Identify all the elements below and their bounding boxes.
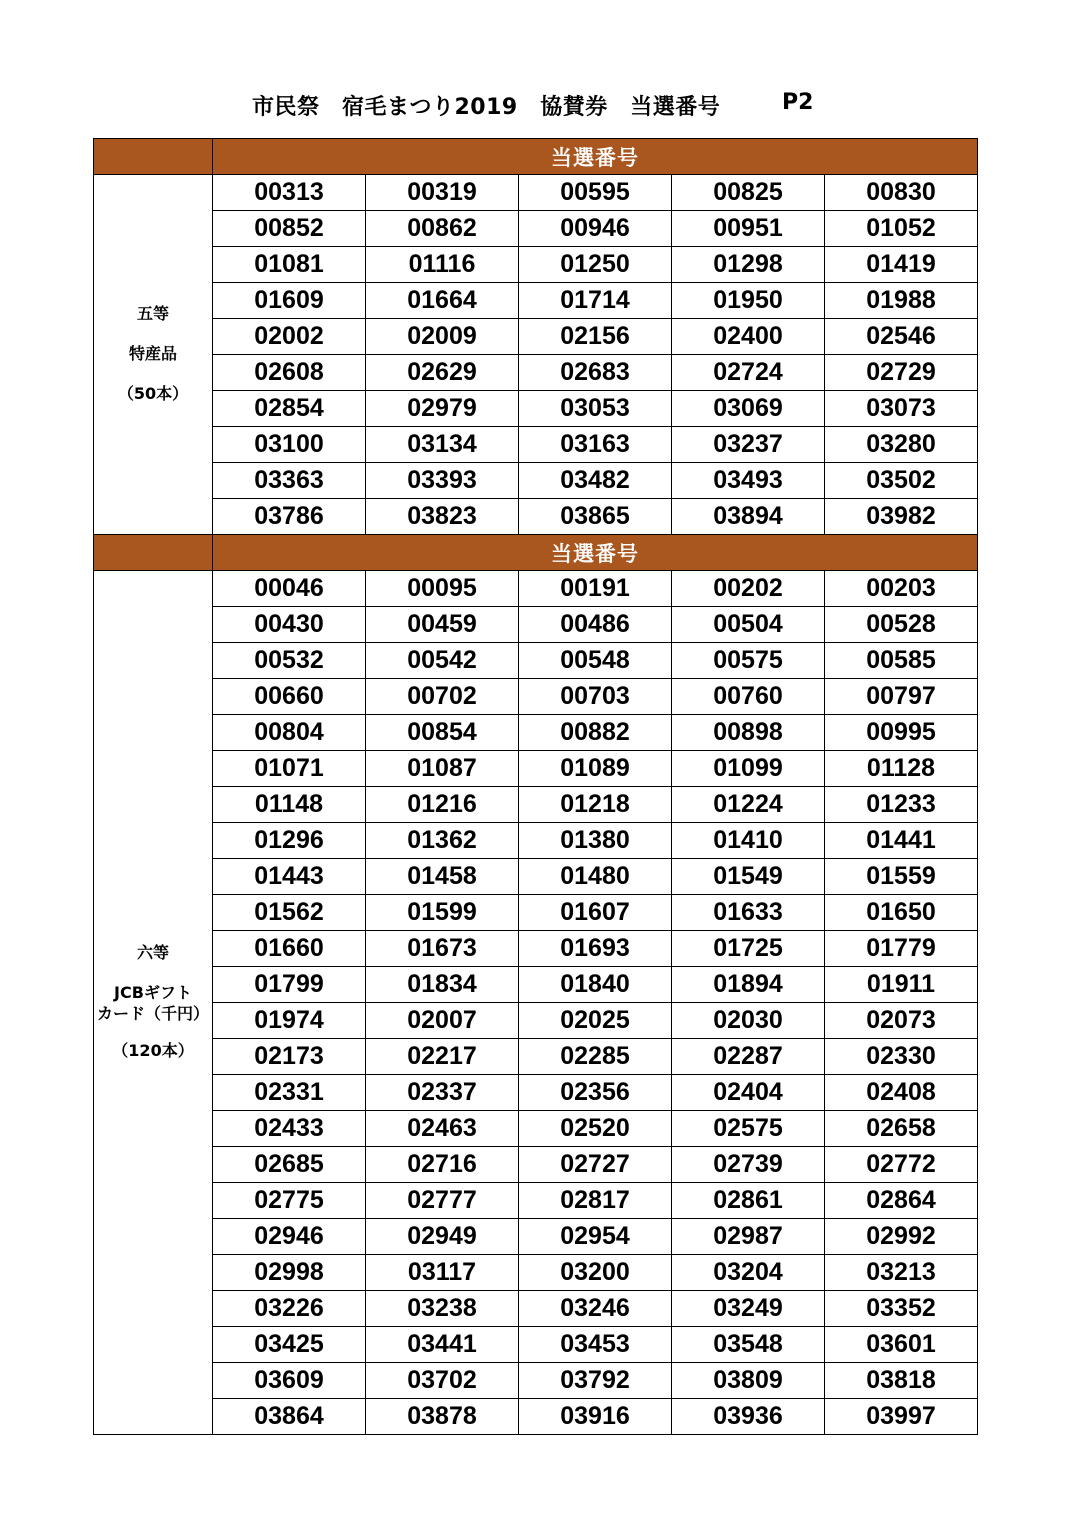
winning-number: 02404 bbox=[672, 1075, 825, 1111]
winning-number: 01725 bbox=[672, 931, 825, 967]
winning-number: 01380 bbox=[519, 823, 672, 859]
winning-number: 02727 bbox=[519, 1147, 672, 1183]
winning-number: 00995 bbox=[825, 715, 978, 751]
winning-number: 01224 bbox=[672, 787, 825, 823]
table-row bbox=[94, 679, 978, 715]
winning-number: 01441 bbox=[825, 823, 978, 859]
winning-number: 03238 bbox=[366, 1291, 519, 1327]
table-row bbox=[94, 1399, 978, 1435]
winning-number: 02009 bbox=[366, 319, 519, 355]
winning-number: 02608 bbox=[213, 355, 366, 391]
winning-number: 00585 bbox=[825, 643, 978, 679]
winning-number: 03786 bbox=[213, 499, 366, 535]
winning-number: 01298 bbox=[672, 247, 825, 283]
winning-number: 01099 bbox=[672, 751, 825, 787]
winning-number: 03601 bbox=[825, 1327, 978, 1363]
prize-item-detail: カード（千円） bbox=[96, 1004, 209, 1023]
winning-number: 03280 bbox=[825, 427, 978, 463]
winning-number: 00504 bbox=[672, 607, 825, 643]
winning-number: 03163 bbox=[519, 427, 672, 463]
winning-number: 03792 bbox=[519, 1363, 672, 1399]
winning-number: 03073 bbox=[825, 391, 978, 427]
winning-number: 03936 bbox=[672, 1399, 825, 1435]
winning-number: 01296 bbox=[213, 823, 366, 859]
winning-number: 01799 bbox=[213, 967, 366, 1003]
section-header-row bbox=[94, 139, 978, 175]
winning-number: 00951 bbox=[672, 211, 825, 247]
winning-number: 03069 bbox=[672, 391, 825, 427]
table-row bbox=[94, 1075, 978, 1111]
table-row bbox=[94, 571, 978, 607]
winning-number: 01714 bbox=[519, 283, 672, 319]
prize-item: JCBギフト bbox=[114, 983, 192, 1003]
table-row bbox=[94, 607, 978, 643]
winning-number: 01052 bbox=[825, 211, 978, 247]
page-title: 市民祭 宿毛まつり2019 協賛券 当選番号 bbox=[252, 95, 721, 120]
winning-number: 01087 bbox=[366, 751, 519, 787]
table-row bbox=[94, 355, 978, 391]
winning-number: 00703 bbox=[519, 679, 672, 715]
page-number: P2 bbox=[782, 90, 814, 115]
winning-number: 03100 bbox=[213, 427, 366, 463]
winning-number: 01148 bbox=[213, 787, 366, 823]
winning-number: 01443 bbox=[213, 859, 366, 895]
winning-number: 00660 bbox=[213, 679, 366, 715]
winning-number: 01988 bbox=[825, 283, 978, 319]
winning-number: 03425 bbox=[213, 1327, 366, 1363]
winning-number: 03502 bbox=[825, 463, 978, 499]
winning-number: 03894 bbox=[672, 499, 825, 535]
winning-number: 02772 bbox=[825, 1147, 978, 1183]
winning-number: 01218 bbox=[519, 787, 672, 823]
winning-number: 03249 bbox=[672, 1291, 825, 1327]
table-row bbox=[94, 931, 978, 967]
winning-number: 01894 bbox=[672, 967, 825, 1003]
winning-numbers-table bbox=[93, 138, 978, 1435]
winning-number: 00862 bbox=[366, 211, 519, 247]
winning-number: 02685 bbox=[213, 1147, 366, 1183]
winning-number: 02575 bbox=[672, 1111, 825, 1147]
winning-number: 03609 bbox=[213, 1363, 366, 1399]
winning-number: 02330 bbox=[825, 1039, 978, 1075]
table-row bbox=[94, 1363, 978, 1399]
winning-number: 00760 bbox=[672, 679, 825, 715]
winning-number: 02433 bbox=[213, 1111, 366, 1147]
winning-number: 01458 bbox=[366, 859, 519, 895]
table-row bbox=[94, 1111, 978, 1147]
winning-number: 00898 bbox=[672, 715, 825, 751]
winning-number: 03482 bbox=[519, 463, 672, 499]
winning-number: 03548 bbox=[672, 1327, 825, 1363]
winning-number: 03441 bbox=[366, 1327, 519, 1363]
winning-number: 01673 bbox=[366, 931, 519, 967]
table-row bbox=[94, 715, 978, 751]
winning-number: 01419 bbox=[825, 247, 978, 283]
winning-number: 03702 bbox=[366, 1363, 519, 1399]
prize-rank: 六等 bbox=[136, 943, 169, 963]
winning-number: 01549 bbox=[672, 859, 825, 895]
winning-number: 00459 bbox=[366, 607, 519, 643]
winning-number: 00882 bbox=[519, 715, 672, 751]
winning-number: 03352 bbox=[825, 1291, 978, 1327]
winning-number: 01779 bbox=[825, 931, 978, 967]
winning-number: 03053 bbox=[519, 391, 672, 427]
table-row bbox=[94, 787, 978, 823]
table-row bbox=[94, 427, 978, 463]
winning-number: 01480 bbox=[519, 859, 672, 895]
winning-number: 01664 bbox=[366, 283, 519, 319]
table-row bbox=[94, 463, 978, 499]
winning-number: 02331 bbox=[213, 1075, 366, 1111]
winning-number: 02073 bbox=[825, 1003, 978, 1039]
winning-number: 03916 bbox=[519, 1399, 672, 1435]
prize-count: （50本） bbox=[117, 383, 189, 403]
winning-number: 00319 bbox=[366, 175, 519, 211]
table-row bbox=[94, 967, 978, 1003]
winning-number: 02007 bbox=[366, 1003, 519, 1039]
winning-number: 00797 bbox=[825, 679, 978, 715]
prize-label-cell bbox=[94, 175, 213, 535]
winning-number: 01840 bbox=[519, 967, 672, 1003]
winning-number: 02337 bbox=[366, 1075, 519, 1111]
winning-number: 01071 bbox=[213, 751, 366, 787]
winning-number: 02173 bbox=[213, 1039, 366, 1075]
table-row bbox=[94, 283, 978, 319]
winning-number: 01250 bbox=[519, 247, 672, 283]
winning-number: 01128 bbox=[825, 751, 978, 787]
winning-number: 02463 bbox=[366, 1111, 519, 1147]
winning-number: 03809 bbox=[672, 1363, 825, 1399]
winning-number: 02729 bbox=[825, 355, 978, 391]
winning-number: 00313 bbox=[213, 175, 366, 211]
winning-number: 03493 bbox=[672, 463, 825, 499]
winning-number: 02739 bbox=[672, 1147, 825, 1183]
winning-number: 02520 bbox=[519, 1111, 672, 1147]
winning-number: 00702 bbox=[366, 679, 519, 715]
winning-number: 01410 bbox=[672, 823, 825, 859]
winning-number: 03453 bbox=[519, 1327, 672, 1363]
winning-number: 00046 bbox=[213, 571, 366, 607]
table-row bbox=[94, 1327, 978, 1363]
winning-number: 03200 bbox=[519, 1255, 672, 1291]
winning-number: 03818 bbox=[825, 1363, 978, 1399]
winning-number: 01693 bbox=[519, 931, 672, 967]
table-row bbox=[94, 859, 978, 895]
header-blank-cell bbox=[94, 139, 213, 175]
winning-number: 01081 bbox=[213, 247, 366, 283]
winning-number: 00202 bbox=[672, 571, 825, 607]
winning-number: 02854 bbox=[213, 391, 366, 427]
winning-number: 03823 bbox=[366, 499, 519, 535]
page-header bbox=[0, 90, 1076, 130]
winning-number: 00486 bbox=[519, 607, 672, 643]
winning-number: 02817 bbox=[519, 1183, 672, 1219]
winning-number: 00430 bbox=[213, 607, 366, 643]
winning-number: 00095 bbox=[366, 571, 519, 607]
winning-number: 02683 bbox=[519, 355, 672, 391]
section-header-row bbox=[94, 535, 978, 571]
winning-number: 01089 bbox=[519, 751, 672, 787]
winning-number: 02864 bbox=[825, 1183, 978, 1219]
winning-number: 02998 bbox=[213, 1255, 366, 1291]
table-row bbox=[94, 391, 978, 427]
winning-number: 02287 bbox=[672, 1039, 825, 1075]
table-row bbox=[94, 751, 978, 787]
winning-number: 00548 bbox=[519, 643, 672, 679]
winning-number: 00804 bbox=[213, 715, 366, 751]
winning-number: 02285 bbox=[519, 1039, 672, 1075]
winning-number: 01633 bbox=[672, 895, 825, 931]
section-header: 当選番号 bbox=[213, 139, 978, 175]
winning-number: 03204 bbox=[672, 1255, 825, 1291]
winning-number: 00946 bbox=[519, 211, 672, 247]
table-row bbox=[94, 247, 978, 283]
winning-number: 01607 bbox=[519, 895, 672, 931]
winning-number: 03878 bbox=[366, 1399, 519, 1435]
winning-number: 02949 bbox=[366, 1219, 519, 1255]
winning-number: 00830 bbox=[825, 175, 978, 211]
winning-number: 03117 bbox=[366, 1255, 519, 1291]
winning-number: 02002 bbox=[213, 319, 366, 355]
winning-number: 03237 bbox=[672, 427, 825, 463]
winning-number: 02716 bbox=[366, 1147, 519, 1183]
prize-rank: 五等 bbox=[136, 304, 169, 324]
table-row bbox=[94, 175, 978, 211]
winning-number: 03982 bbox=[825, 499, 978, 535]
winning-number: 02775 bbox=[213, 1183, 366, 1219]
winning-number: 02356 bbox=[519, 1075, 672, 1111]
prize-item: 特産品 bbox=[128, 344, 177, 364]
winning-number: 03246 bbox=[519, 1291, 672, 1327]
table-row bbox=[94, 643, 978, 679]
winning-number: 00854 bbox=[366, 715, 519, 751]
winning-number: 01116 bbox=[366, 247, 519, 283]
winning-number: 02025 bbox=[519, 1003, 672, 1039]
winning-number: 03864 bbox=[213, 1399, 366, 1435]
winning-number: 02954 bbox=[519, 1219, 672, 1255]
table-row bbox=[94, 823, 978, 859]
winning-number: 01950 bbox=[672, 283, 825, 319]
winning-number: 01834 bbox=[366, 967, 519, 1003]
table-row bbox=[94, 499, 978, 535]
winning-number: 01599 bbox=[366, 895, 519, 931]
table-row bbox=[94, 1219, 978, 1255]
winning-number: 02979 bbox=[366, 391, 519, 427]
section-header: 当選番号 bbox=[213, 535, 978, 571]
winning-number: 03865 bbox=[519, 499, 672, 535]
winning-number: 00191 bbox=[519, 571, 672, 607]
winning-number: 03213 bbox=[825, 1255, 978, 1291]
table-row bbox=[94, 1291, 978, 1327]
winning-number: 02658 bbox=[825, 1111, 978, 1147]
table-row bbox=[94, 1039, 978, 1075]
winning-number: 01650 bbox=[825, 895, 978, 931]
winning-number: 00532 bbox=[213, 643, 366, 679]
winning-number: 01559 bbox=[825, 859, 978, 895]
winning-number: 01233 bbox=[825, 787, 978, 823]
winning-number: 00575 bbox=[672, 643, 825, 679]
table-row bbox=[94, 1147, 978, 1183]
winning-number: 00852 bbox=[213, 211, 366, 247]
table-row bbox=[94, 895, 978, 931]
prize-count: （120本） bbox=[112, 1040, 194, 1060]
winning-number: 01609 bbox=[213, 283, 366, 319]
header-blank-cell bbox=[94, 535, 213, 571]
winning-number: 03997 bbox=[825, 1399, 978, 1435]
winning-number: 01562 bbox=[213, 895, 366, 931]
table-row bbox=[94, 319, 978, 355]
winning-number: 02724 bbox=[672, 355, 825, 391]
winning-number: 02992 bbox=[825, 1219, 978, 1255]
winning-number: 01216 bbox=[366, 787, 519, 823]
winning-number: 02777 bbox=[366, 1183, 519, 1219]
winning-number: 02217 bbox=[366, 1039, 519, 1075]
winning-number: 02408 bbox=[825, 1075, 978, 1111]
winning-number: 02156 bbox=[519, 319, 672, 355]
winning-number: 03226 bbox=[213, 1291, 366, 1327]
table-row bbox=[94, 211, 978, 247]
winning-number: 00542 bbox=[366, 643, 519, 679]
winning-number: 01660 bbox=[213, 931, 366, 967]
winning-number: 03134 bbox=[366, 427, 519, 463]
winning-number: 01911 bbox=[825, 967, 978, 1003]
winning-number: 00825 bbox=[672, 175, 825, 211]
winning-number: 02546 bbox=[825, 319, 978, 355]
winning-number: 03393 bbox=[366, 463, 519, 499]
winning-number: 02629 bbox=[366, 355, 519, 391]
prize-label-cell bbox=[94, 571, 213, 1435]
table-row bbox=[94, 1255, 978, 1291]
winning-number: 01362 bbox=[366, 823, 519, 859]
winning-number: 02946 bbox=[213, 1219, 366, 1255]
winning-number: 00595 bbox=[519, 175, 672, 211]
winning-number: 02987 bbox=[672, 1219, 825, 1255]
winning-number: 01974 bbox=[213, 1003, 366, 1039]
winning-number: 00203 bbox=[825, 571, 978, 607]
winning-number: 02400 bbox=[672, 319, 825, 355]
table-row bbox=[94, 1183, 978, 1219]
table-row bbox=[94, 1003, 978, 1039]
winning-number: 00528 bbox=[825, 607, 978, 643]
winning-number: 02861 bbox=[672, 1183, 825, 1219]
winning-number: 02030 bbox=[672, 1003, 825, 1039]
winning-number: 03363 bbox=[213, 463, 366, 499]
